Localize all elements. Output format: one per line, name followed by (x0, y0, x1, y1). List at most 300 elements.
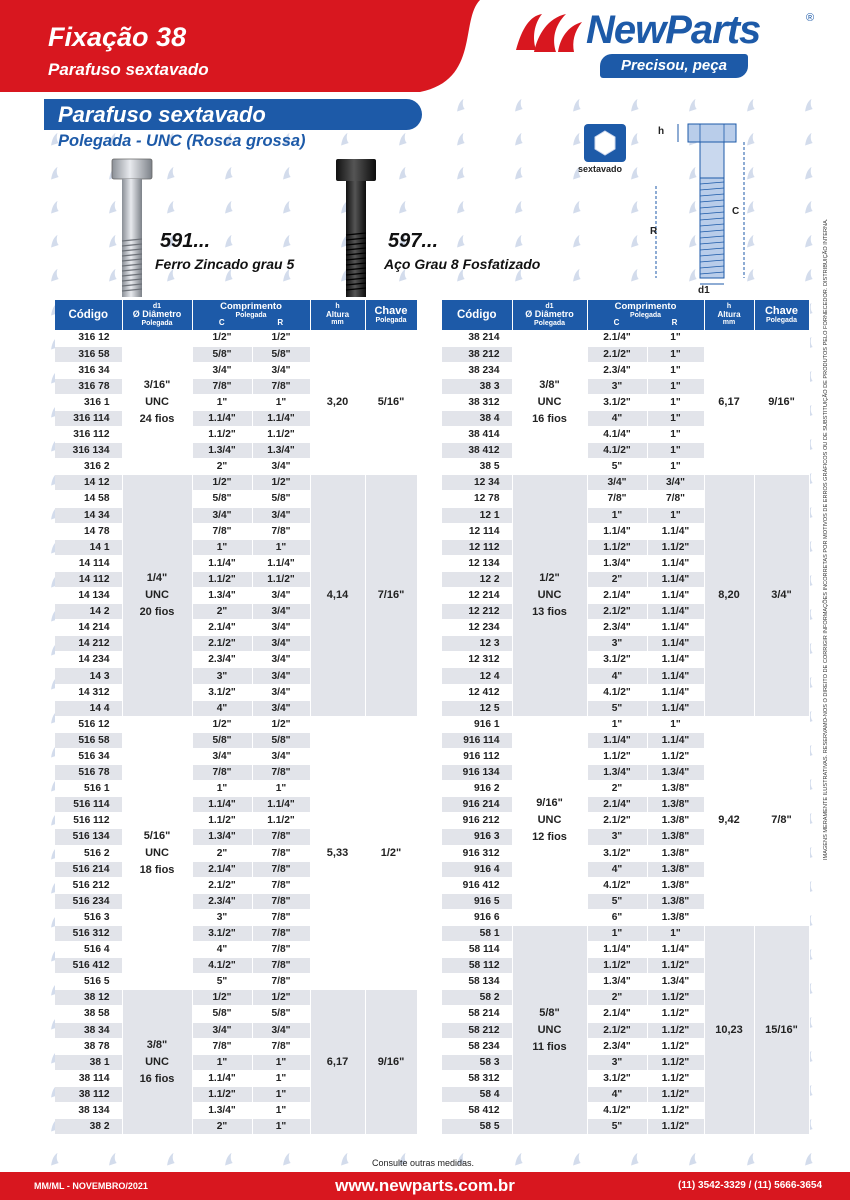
cell-comprimento-r: 1.3/4" (647, 974, 704, 990)
cell-comprimento-c: 1.3/4" (587, 765, 647, 781)
cell-comprimento-r: 7/8" (252, 829, 310, 845)
product-desc-591: Ferro Zincado grau 5 (155, 256, 295, 272)
cell-comprimento-r: 1/2" (252, 716, 310, 732)
cell-altura-group: 3,20 (310, 330, 365, 475)
watermark-mark (164, 201, 177, 214)
cell-comprimento-c: 3/4" (192, 748, 252, 764)
diametro-unc: UNC (145, 1055, 169, 1068)
cell-comprimento-c: 1.1/2" (192, 571, 252, 587)
cell-comprimento-r: 7/8" (252, 974, 310, 990)
cell-comprimento-r: 7/8" (647, 491, 704, 507)
watermark-mark (512, 99, 525, 112)
col-chave (365, 300, 417, 330)
footer-phones: (11) 3542-3329 / (11) 5666-3654 (678, 1180, 822, 1191)
cell-codigo: 516 1 (55, 781, 122, 797)
cell-comprimento-c: 1.3/4" (587, 555, 647, 571)
cell-comprimento-c: 4" (587, 861, 647, 877)
watermark-mark (222, 235, 235, 248)
cell-codigo: 38 112 (55, 1086, 122, 1102)
cell-comprimento-r: 1.1/2" (647, 1006, 704, 1022)
cell-comprimento-c: 7/8" (192, 523, 252, 539)
cell-comprimento-r: 1.1/2" (647, 1022, 704, 1038)
cell-comprimento-c: 3/4" (192, 507, 252, 523)
cell-comprimento-c: 2" (587, 990, 647, 1006)
dim-label-c: C (732, 206, 740, 217)
section-title: Parafuso sextavado (58, 102, 266, 127)
cell-comprimento-r: 1" (647, 459, 704, 475)
col-altura-unit: mm (331, 319, 344, 327)
col-d1-label: d1 (152, 302, 162, 310)
cell-diametro-group (512, 716, 587, 925)
cell-codigo: 916 1 (442, 716, 512, 732)
cell-codigo: 316 112 (55, 427, 122, 443)
cell-comprimento-c: 5/8" (192, 732, 252, 748)
cell-codigo: 14 212 (55, 636, 122, 652)
cell-codigo: 316 34 (55, 362, 122, 378)
cell-codigo: 516 5 (55, 974, 122, 990)
cell-comprimento-c: 1.1/4" (587, 523, 647, 539)
col-codigo-label: Código (456, 308, 497, 321)
cell-comprimento-c: 4" (587, 410, 647, 426)
cell-codigo: 916 6 (442, 909, 512, 925)
hexagon-icon (584, 124, 626, 162)
footer-website-link[interactable]: www.newparts.com.br (335, 1176, 515, 1195)
consult-note: Consulte outras medidas. (372, 1158, 475, 1168)
cell-chave-group: 5/16" (365, 330, 417, 475)
cell-codigo: 316 1 (55, 394, 122, 410)
cell-comprimento-r: 1.1/4" (647, 620, 704, 636)
brand-logo-text: NewParts (586, 8, 761, 52)
diametro-fios: 18 fios (139, 863, 175, 876)
watermark-mark (222, 201, 235, 214)
cell-comprimento-c: 5/8" (192, 1006, 252, 1022)
cell-comprimento-r: 1.1/4" (252, 555, 310, 571)
cell-codigo: 58 114 (442, 942, 512, 958)
cell-altura-group: 10,23 (704, 925, 754, 1134)
cell-comprimento-r: 1.1/2" (647, 1086, 704, 1102)
cell-comprimento-r: 7/8" (252, 958, 310, 974)
cell-codigo: 14 12 (55, 475, 122, 491)
watermark-mark (686, 99, 699, 112)
watermark-mark (454, 133, 467, 146)
cell-codigo: 916 212 (442, 813, 512, 829)
hexagon-label: sextavado (578, 164, 623, 174)
cell-diametro-group (512, 475, 587, 716)
cell-codigo: 12 1 (442, 507, 512, 523)
page-subtitle: Parafuso sextavado (48, 60, 209, 79)
cell-comprimento-c: 4.1/2" (587, 877, 647, 893)
cell-comprimento-r: 1.1/4" (252, 797, 310, 813)
cell-codigo: 916 3 (442, 829, 512, 845)
cell-comprimento-r: 1.1/4" (647, 732, 704, 748)
product-code-591: 591... (160, 230, 211, 252)
cell-comprimento-r: 5/8" (252, 732, 310, 748)
watermark-mark (686, 1153, 699, 1166)
cell-codigo: 12 312 (442, 652, 512, 668)
cell-comprimento-r: 1" (647, 378, 704, 394)
cell-comprimento-r: 1.1/4" (647, 571, 704, 587)
cell-comprimento-c: 5" (587, 893, 647, 909)
cell-comprimento-r: 1.3/4" (252, 443, 310, 459)
table-row (442, 475, 809, 491)
cell-codigo: 316 2 (55, 459, 122, 475)
watermark-mark (802, 269, 815, 282)
cell-comprimento-c: 2" (192, 459, 252, 475)
cell-codigo: 12 34 (442, 475, 512, 491)
col-diametro (512, 300, 587, 330)
cell-comprimento-r: 1.1/2" (647, 1070, 704, 1086)
col-r-label: R (671, 318, 678, 328)
cell-codigo: 14 58 (55, 491, 122, 507)
watermark-mark (338, 133, 351, 146)
cell-codigo: 12 234 (442, 620, 512, 636)
col-altura-unit: mm (722, 319, 736, 327)
cell-comprimento-c: 4" (587, 1086, 647, 1102)
cell-comprimento-r: 1.3/8" (647, 845, 704, 861)
diametro-d: 9/16" (536, 797, 563, 810)
watermark-mark (628, 167, 641, 180)
watermark-mark (512, 235, 525, 248)
cell-comprimento-c: 1.1/2" (192, 1086, 252, 1102)
cell-comprimento-r: 1/2" (252, 330, 310, 346)
cell-comprimento-r: 3/4" (252, 362, 310, 378)
cell-codigo: 38 3 (442, 378, 512, 394)
cell-comprimento-c: 1/2" (192, 330, 252, 346)
table-header-row (55, 300, 417, 330)
diametro-unc: UNC (537, 814, 562, 827)
cell-codigo: 516 78 (55, 765, 122, 781)
cell-codigo: 38 414 (442, 427, 512, 443)
watermark-mark (570, 1153, 583, 1166)
cell-comprimento-r: 7/8" (252, 861, 310, 877)
cell-comprimento-c: 2.1/4" (587, 588, 647, 604)
cell-comprimento-r: 7/8" (252, 942, 310, 958)
registered-mark: ® (806, 12, 815, 24)
watermark-mark (744, 99, 757, 112)
cell-chave-group: 15/16" (754, 925, 809, 1134)
cell-comprimento-r: 3/4" (252, 459, 310, 475)
cell-comprimento-c: 2.1/2" (587, 1022, 647, 1038)
cell-diametro-group (122, 330, 192, 475)
cell-comprimento-r: 1.1/4" (252, 410, 310, 426)
cell-comprimento-r: 1" (252, 394, 310, 410)
watermark-mark (570, 201, 583, 214)
cell-codigo: 38 58 (55, 1006, 122, 1022)
diametro-unc: UNC (145, 395, 169, 408)
cell-altura-group: 8,20 (704, 475, 754, 716)
cell-comprimento-c: 1.1/2" (192, 427, 252, 443)
col-altura (704, 300, 754, 330)
cell-codigo: 12 412 (442, 684, 512, 700)
diametro-unc: UNC (145, 589, 169, 602)
diametro-d: 3/8" (539, 378, 560, 391)
cell-comprimento-c: 2.1/4" (587, 330, 647, 346)
cell-comprimento-c: 1/2" (192, 990, 252, 1006)
cell-codigo: 12 5 (442, 700, 512, 716)
col-codigo-label: Código (68, 308, 109, 321)
cell-comprimento-r: 1" (252, 1119, 310, 1135)
col-comprimento-label: Comprimento (614, 301, 677, 313)
watermark-mark (802, 133, 815, 146)
cell-codigo: 516 212 (55, 877, 122, 893)
cell-codigo: 916 312 (442, 845, 512, 861)
watermark-mark (628, 99, 641, 112)
cell-comprimento-c: 3/4" (192, 1022, 252, 1038)
cell-comprimento-r: 1.3/8" (647, 829, 704, 845)
cell-comprimento-c: 1/2" (192, 716, 252, 732)
diametro-d: 5/16" (143, 829, 171, 842)
diametro-fios: 24 fios (139, 412, 175, 425)
cell-comprimento-c: 1.1/4" (587, 732, 647, 748)
cell-comprimento-c: 4" (192, 700, 252, 716)
cell-codigo: 38 78 (55, 1038, 122, 1054)
cell-comprimento-c: 2.3/4" (192, 652, 252, 668)
cell-comprimento-r: 1.3/8" (647, 781, 704, 797)
cell-comprimento-r: 1" (252, 539, 310, 555)
table-row (55, 716, 417, 732)
diametro-d: 3/16" (143, 378, 171, 391)
cell-comprimento-r: 7/8" (252, 893, 310, 909)
cell-codigo: 516 412 (55, 958, 122, 974)
cell-comprimento-c: 7/8" (192, 765, 252, 781)
col-c-label: C (613, 318, 620, 328)
cell-codigo: 516 312 (55, 925, 122, 941)
cell-comprimento-c: 2.1/2" (192, 877, 252, 893)
cell-codigo: 516 4 (55, 942, 122, 958)
col-codigo (442, 300, 512, 330)
watermark-mark (512, 1153, 525, 1166)
cell-codigo: 516 112 (55, 813, 122, 829)
cell-comprimento-r: 1.1/2" (647, 748, 704, 764)
cell-comprimento-r: 1.3/8" (647, 893, 704, 909)
cell-comprimento-c: 2.1/2" (587, 813, 647, 829)
cell-comprimento-c: 2.3/4" (192, 893, 252, 909)
cell-comprimento-r: 1.1/2" (647, 539, 704, 555)
cell-codigo: 38 114 (55, 1070, 122, 1086)
cell-comprimento-r: 5/8" (252, 346, 310, 362)
cell-comprimento-r: 1" (252, 1103, 310, 1119)
cell-comprimento-c: 5/8" (192, 346, 252, 362)
cell-codigo: 14 4 (55, 700, 122, 716)
diametro-unc: UNC (537, 589, 562, 602)
cell-comprimento-r: 1/2" (252, 990, 310, 1006)
cell-altura-group: 9,42 (704, 716, 754, 925)
watermark-mark (48, 167, 61, 180)
cell-codigo: 58 412 (442, 1103, 512, 1119)
cell-comprimento-c: 1.3/4" (192, 443, 252, 459)
cell-comprimento-c: 1" (587, 925, 647, 941)
cell-comprimento-r: 1.1/2" (252, 571, 310, 587)
watermark-mark (512, 167, 525, 180)
col-diametro-label: Ø Diâmetro (525, 309, 574, 320)
cell-comprimento-r: 1" (647, 427, 704, 443)
cell-comprimento-c: 2" (587, 571, 647, 587)
cell-codigo: 14 312 (55, 684, 122, 700)
cell-comprimento-c: 1.3/4" (192, 829, 252, 845)
cell-codigo: 14 78 (55, 523, 122, 539)
watermark-mark (802, 167, 815, 180)
cell-comprimento-c: 4" (587, 668, 647, 684)
cell-comprimento-c: 2" (192, 845, 252, 861)
col-comprimento (587, 300, 704, 330)
cell-codigo: 516 34 (55, 748, 122, 764)
cell-chave-group: 7/8" (754, 716, 809, 925)
diametro-d: 5/8" (539, 1006, 560, 1019)
dim-label-r: R (650, 226, 658, 237)
watermark-mark (222, 1153, 235, 1166)
cell-comprimento-c: 1" (192, 1054, 252, 1070)
cell-comprimento-c: 1.1/4" (192, 1070, 252, 1086)
col-comprimento-label: Comprimento (220, 301, 282, 313)
cell-comprimento-r: 3/4" (252, 1022, 310, 1038)
watermark-mark (628, 269, 641, 282)
col-chave (754, 300, 809, 330)
cell-comprimento-r: 7/8" (252, 877, 310, 893)
cell-codigo: 516 2 (55, 845, 122, 861)
cell-diametro-group (122, 990, 192, 1135)
cell-comprimento-r: 1.1/4" (647, 588, 704, 604)
cell-comprimento-r: 1.1/2" (647, 1038, 704, 1054)
cell-comprimento-r: 1.1/4" (647, 942, 704, 958)
cell-altura-group: 6,17 (310, 990, 365, 1135)
cell-comprimento-c: 1.1/2" (192, 813, 252, 829)
cell-codigo: 14 234 (55, 652, 122, 668)
cell-comprimento-c: 7/8" (587, 491, 647, 507)
cell-comprimento-r: 1" (647, 925, 704, 941)
cell-comprimento-c: 3" (192, 909, 252, 925)
cell-altura-group: 5,33 (310, 716, 365, 990)
diametro-unc: UNC (537, 395, 562, 408)
cell-codigo: 12 214 (442, 588, 512, 604)
cell-comprimento-c: 1.1/4" (192, 555, 252, 571)
cell-codigo: 12 112 (442, 539, 512, 555)
cell-comprimento-c: 3/4" (192, 362, 252, 378)
cell-comprimento-c: 2.3/4" (587, 362, 647, 378)
cell-comprimento-c: 3.1/2" (587, 1070, 647, 1086)
spec-table-right (442, 300, 810, 1135)
cell-comprimento-r: 7/8" (252, 845, 310, 861)
cell-comprimento-r: 1" (647, 394, 704, 410)
cell-comprimento-r: 1.1/2" (647, 1054, 704, 1070)
cell-codigo: 12 212 (442, 604, 512, 620)
cell-comprimento-r: 1.1/2" (252, 427, 310, 443)
cell-codigo: 12 3 (442, 636, 512, 652)
cell-codigo: 14 34 (55, 507, 122, 523)
cell-comprimento-c: 7/8" (192, 1038, 252, 1054)
spec-table-left (55, 300, 418, 1135)
watermark-mark (454, 99, 467, 112)
cell-comprimento-r: 1.3/8" (647, 877, 704, 893)
col-comprimento-unit: Polegada (629, 312, 662, 320)
watermark-mark (280, 167, 293, 180)
cell-codigo: 316 114 (55, 410, 122, 426)
watermark-mark (802, 235, 815, 248)
diametro-fios: 16 fios (139, 1072, 175, 1085)
cell-codigo: 316 134 (55, 443, 122, 459)
cell-comprimento-r: 1.1/4" (647, 604, 704, 620)
cell-comprimento-r: 3/4" (252, 507, 310, 523)
cell-comprimento-r: 1.3/8" (647, 909, 704, 925)
cell-chave-group: 1/2" (365, 716, 417, 990)
cell-codigo: 12 134 (442, 555, 512, 571)
cell-comprimento-c: 3" (192, 668, 252, 684)
col-altura-label: Altura (325, 309, 350, 319)
diametro-fios: 16 fios (532, 412, 567, 425)
cell-comprimento-c: 1" (587, 716, 647, 732)
cell-codigo: 12 114 (442, 523, 512, 539)
cell-comprimento-c: 1.3/4" (587, 974, 647, 990)
cell-chave-group: 7/16" (365, 475, 417, 716)
cell-comprimento-c: 4.1/2" (192, 958, 252, 974)
cell-codigo: 38 412 (442, 443, 512, 459)
cell-comprimento-r: 1.1/4" (647, 700, 704, 716)
col-chave-label: Chave (374, 304, 408, 317)
cell-codigo: 316 78 (55, 378, 122, 394)
col-chave-label: Chave (764, 304, 799, 317)
cell-comprimento-c: 1" (587, 507, 647, 523)
cell-comprimento-r: 1.1/4" (647, 652, 704, 668)
cell-codigo: 38 12 (55, 990, 122, 1006)
cell-comprimento-r: 1" (647, 346, 704, 362)
cell-comprimento-c: 3/4" (587, 475, 647, 491)
cell-chave-group: 9/16" (365, 990, 417, 1135)
col-c-label: C (218, 318, 225, 328)
cell-comprimento-c: 4.1/2" (587, 443, 647, 459)
cell-codigo: 916 4 (442, 861, 512, 877)
cell-comprimento-c: 2" (192, 604, 252, 620)
cell-codigo: 516 214 (55, 861, 122, 877)
cell-comprimento-r: 1" (647, 507, 704, 523)
cell-comprimento-c: 5/8" (192, 491, 252, 507)
watermark-mark (570, 99, 583, 112)
cell-comprimento-r: 1.3/8" (647, 861, 704, 877)
cell-comprimento-c: 3" (587, 829, 647, 845)
watermark-mark (164, 167, 177, 180)
cell-comprimento-c: 1.1/2" (587, 539, 647, 555)
table-row (55, 990, 417, 1006)
cell-comprimento-r: 3/4" (252, 636, 310, 652)
col-r-label: R (277, 318, 284, 328)
cell-comprimento-c: 5" (587, 459, 647, 475)
newparts-logo-icon (512, 8, 584, 56)
cell-comprimento-c: 3.1/2" (587, 845, 647, 861)
cell-codigo: 14 134 (55, 588, 122, 604)
cell-comprimento-c: 5" (587, 1119, 647, 1135)
cell-comprimento-c: 2.1/4" (587, 797, 647, 813)
cell-comprimento-r: 5/8" (252, 491, 310, 507)
cell-codigo: 58 112 (442, 958, 512, 974)
diametro-unc: UNC (145, 846, 169, 859)
cell-comprimento-c: 7/8" (192, 378, 252, 394)
col-diametro-unit: Polegada (533, 319, 566, 327)
watermark-mark (570, 133, 583, 146)
diametro-fios: 13 fios (532, 606, 567, 619)
cell-comprimento-c: 3" (587, 378, 647, 394)
watermark-mark (396, 167, 409, 180)
col-altura (310, 300, 365, 330)
cell-altura-group: 4,14 (310, 475, 365, 716)
col-comprimento-unit: Polegada (235, 312, 267, 320)
watermark-mark (802, 201, 815, 214)
cell-comprimento-c: 1.3/4" (192, 1103, 252, 1119)
cell-comprimento-c: 1" (192, 394, 252, 410)
cell-comprimento-c: 3.1/2" (587, 394, 647, 410)
page-title: Fixação 38 (48, 22, 187, 52)
table-row (442, 716, 809, 732)
cell-comprimento-c: 2" (587, 781, 647, 797)
cell-comprimento-r: 1.3/8" (647, 797, 704, 813)
watermark-mark (454, 235, 467, 248)
